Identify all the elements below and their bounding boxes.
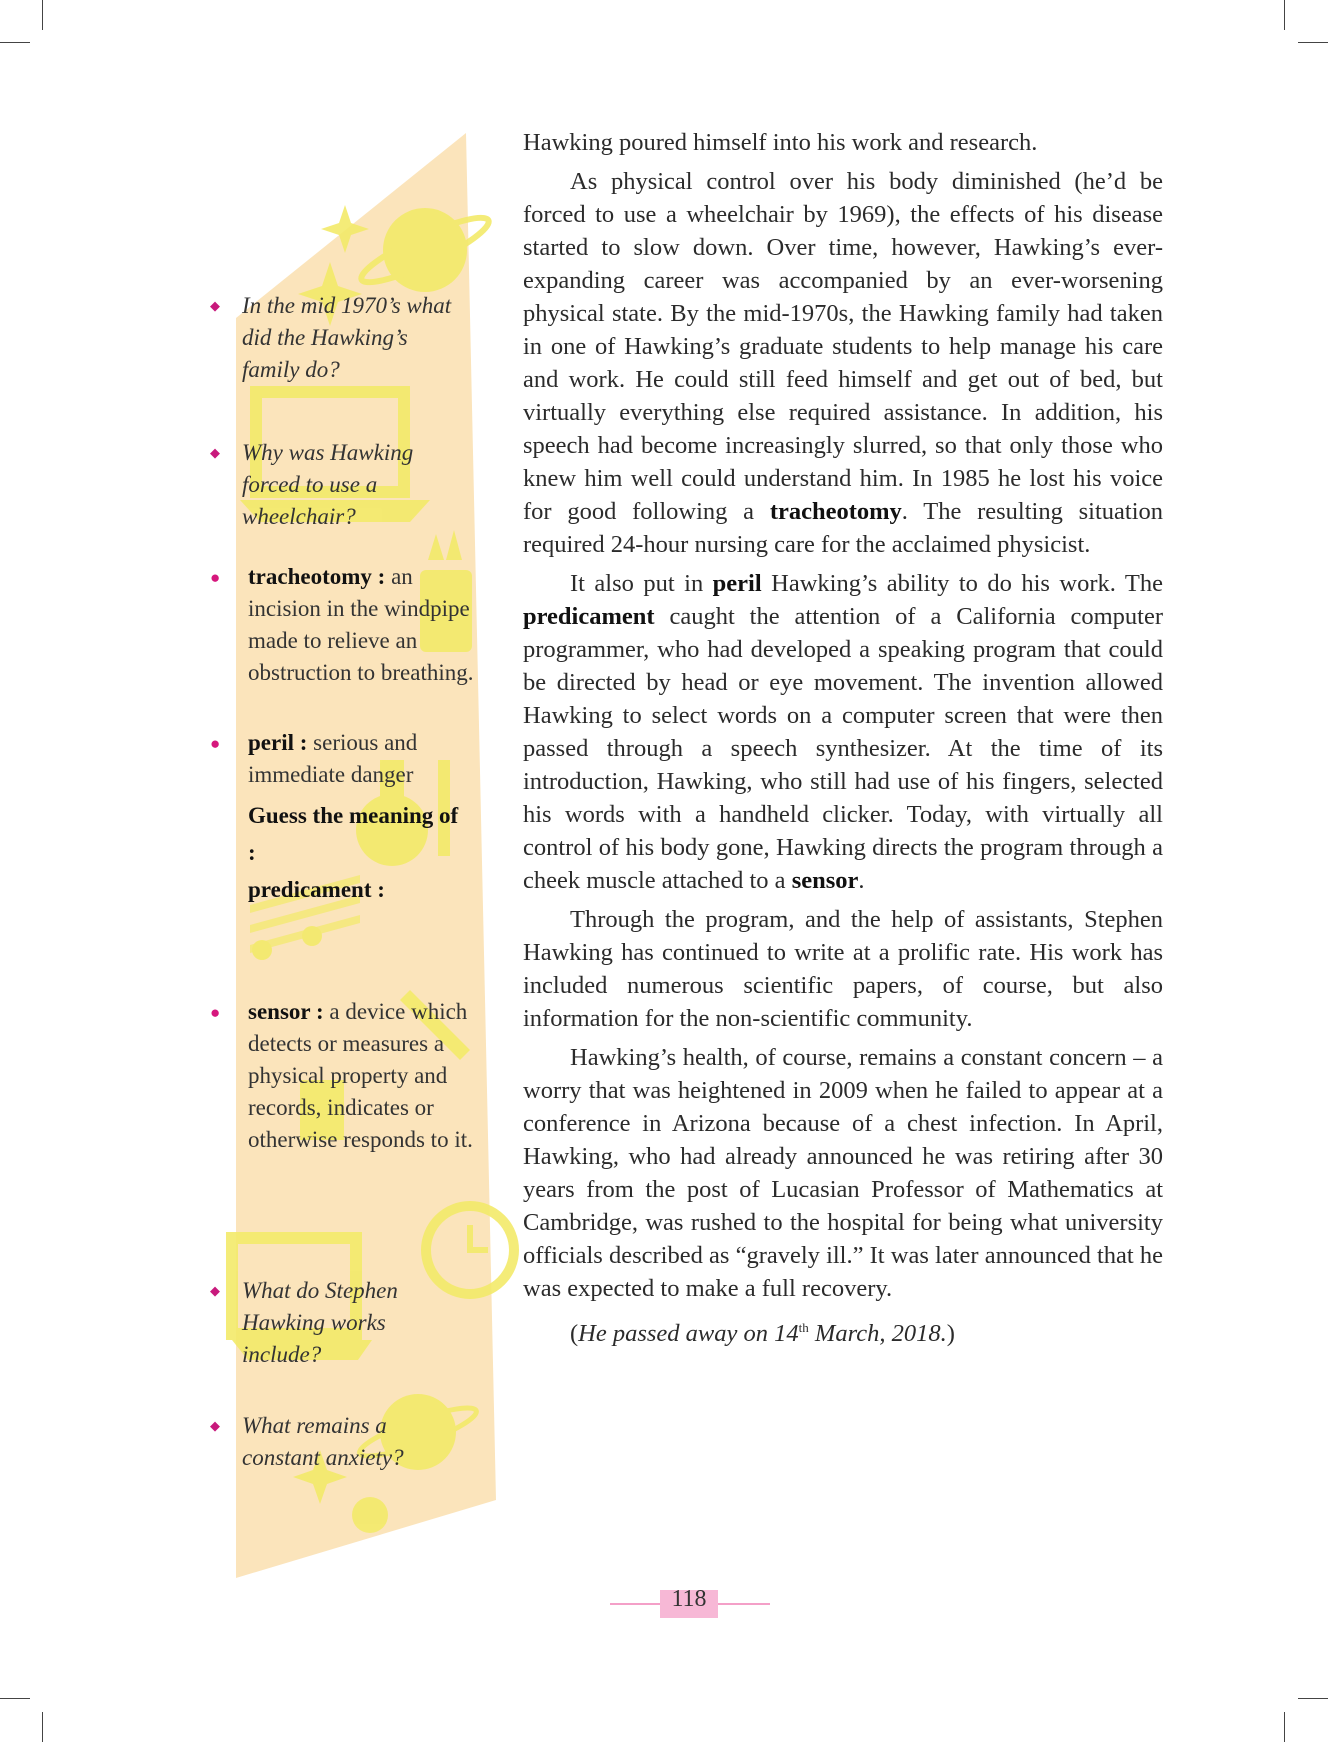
paragraph: As physical control over his body diminished (he’d be forced to use a wheelchair by 1969), the effects of his disease started to slow down. Over time, however, Hawking’s ever-expanding career was accompanied by an ever-worsening physical state. By the mid-1970s, the Hawking family had taken in one of Hawking’s graduate students to help manage his care and work. He could still feed himself and get out of bed, but virtually everything else required assistance. In addition, his speech had become increasingly slurred, so that only those who knew him well could understand him. In 1985 he lost his voice for good following a tracheotomy. The resulting situation required 24-hour nursing care for the acclaimed physicist. — [523, 168, 1164, 558]
paragraph: Through the program, and the help of assistants, Stephen Hawking has continued to write at a prolific rate. His work has included numerous scientific papers, of course, but also information for the non-scientific community. — [523, 906, 1163, 1032]
glossary-highlight: sensor — [791, 867, 859, 894]
glossary-item — [210, 727, 486, 791]
paragraph: It also put in peril Hawking’s ability to do his work. The predicament caught the attention of a California computer programmer, who had developed a speaking program that could be directed by head or eye movement. The invention allowed Hawking to select words on a computer screen that were then passed through a speech synthesizer. At the time of its introduction, Hawking, who still had use of his fingers, selected his words with a handheld clicker. Today, with virtually all control of his body gone, Hawking directs the program through a cheek muscle attached to a sensor. — [523, 570, 1163, 894]
dot-bullet-icon: ● — [210, 734, 221, 753]
sidebar-question: ◆ Why was Hawking forced to use a wheelchair? — [216, 437, 486, 533]
guess-heading: Guess the meaning of : — [248, 803, 459, 865]
glossary-item — [210, 996, 486, 1156]
glossary-term: sensor : — [248, 999, 324, 1024]
main-text — [523, 126, 1163, 1356]
glossary-term: peril : — [248, 730, 308, 755]
footnote: (He passed away on 14th March, 2018.) — [570, 1320, 955, 1348]
glossary-highlight: predicament — [523, 603, 655, 630]
glossary-highlight: peril — [712, 570, 762, 597]
guess-word: predicament : — [248, 877, 385, 902]
paragraph: Hawking’s health, of course, remains a constant concern – a worry that was heightened in 2009 when he failed to appear at a conference in Arizona because of a chest infection. In April, Hawking, who had already announced he was retiring after 30 years from the post of Lucasian Professor of Mathematics at Cambridge, was rushed to the hospital for being what university officials described as “gravely ill.” It was later announced that he was expected to make a full recovery. — [523, 1044, 1163, 1302]
dot-bullet-icon: ● — [210, 1003, 221, 1022]
sidebar-question: ◆ In the mid 1970’s what did the Hawking’s family do? — [216, 290, 486, 386]
glossary-definition: a device which detects or measures a physical property and records, indicates or otherwise responds to it. — [248, 999, 473, 1152]
glossary-item — [210, 561, 486, 689]
diamond-bullet-icon: ◆ — [210, 298, 220, 313]
page-number: 118 — [671, 1586, 707, 1612]
glossary-definition: serious and immediate danger — [248, 730, 418, 787]
glossary-highlight: tracheotomy — [769, 498, 902, 525]
glossary-term: tracheotomy : — [248, 564, 386, 589]
guess-the-meaning — [248, 797, 478, 908]
diamond-bullet-icon: ◆ — [210, 1283, 220, 1298]
dot-bullet-icon: ● — [210, 568, 221, 587]
diamond-bullet-icon: ◆ — [210, 1418, 220, 1433]
sidebar-question: ◆ What do Stephen Hawking works include? — [216, 1275, 486, 1371]
diamond-bullet-icon: ◆ — [210, 445, 220, 460]
paragraph: Hawking poured himself into his work and research. — [523, 129, 1038, 156]
glossary-definition: an incision in the windpipe made to relieve an obstruction to breathing. — [248, 564, 474, 685]
sidebar-question: ◆ What remains a constant anxiety? — [216, 1410, 486, 1474]
